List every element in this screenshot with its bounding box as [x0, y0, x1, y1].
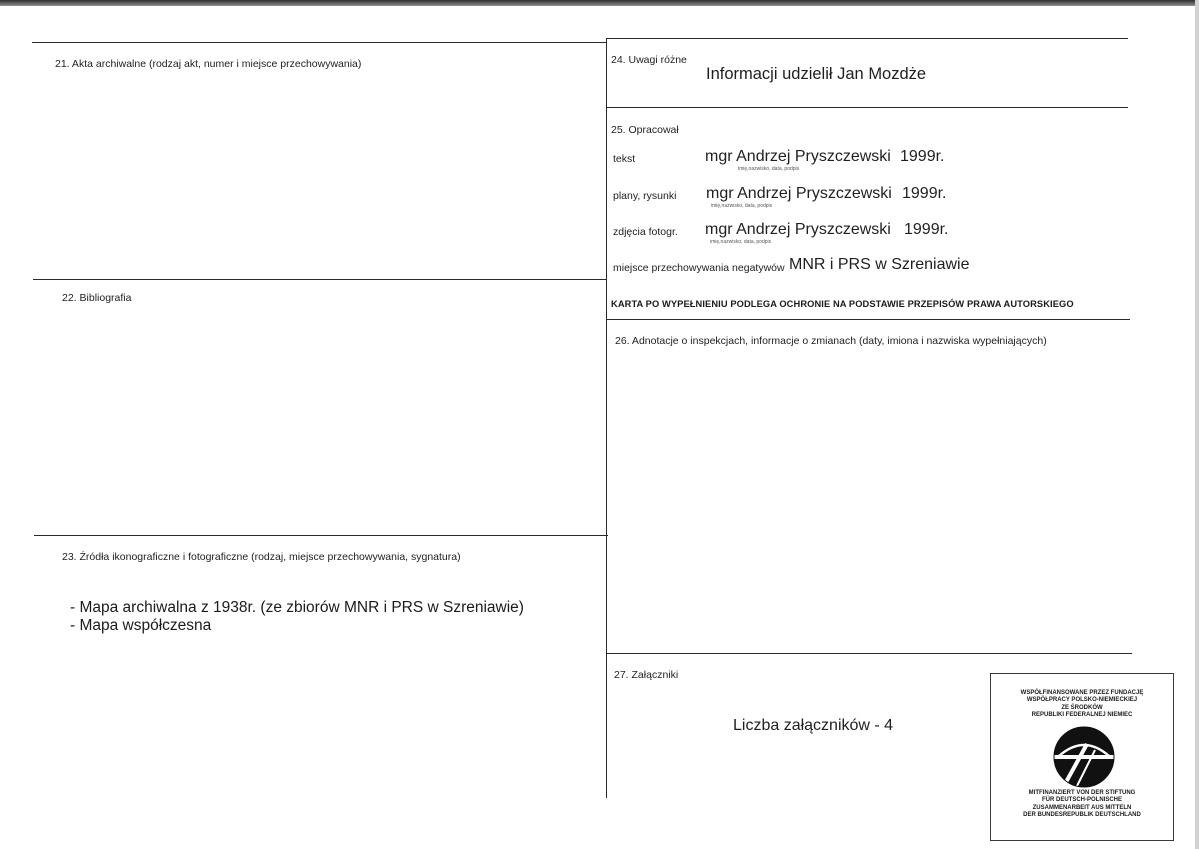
negatives-value: MNR i PRS w Szreniawie [789, 256, 970, 273]
stamp-line: FÜR DEUTSCH-POLNISCHE [1041, 797, 1122, 804]
stamp-line: MITFINANZIERT VON DER STIFTUNG [1028, 790, 1136, 796]
stamp-top-text [991, 690, 1173, 720]
copyright-notice: KARTA PO WYPEŁNIENIU PODLEGA OCHRONIE NA PODSTAWIE PRZEPISÓW PRAWA AUTORSKIEGO [611, 299, 1074, 309]
stamp-line: DER BUNDESREPUBLIK DEUTSCHLAND [1023, 812, 1141, 819]
stamp-line: ZE ŚRODKÓW [1061, 704, 1103, 711]
row-plans-label: plany, rysunki [613, 190, 677, 202]
row-plans-year: 1999r. [902, 185, 947, 202]
rule-right-2 [606, 319, 1130, 320]
row-text-name: mgr Andrzej Pryszczewski [705, 148, 891, 165]
stamp-line: REPUBLIKI FEDERALNEJ NIEMIEC [1031, 712, 1133, 719]
section-27-value: Liczba załączników - 4 [733, 717, 894, 734]
scan-right-edge [1195, 0, 1199, 849]
rule-center-vertical [606, 38, 607, 798]
stamp-line: WSPÓŁPRACY POLSKO-NIEMIECKIEJ [1026, 697, 1138, 704]
funding-stamp [990, 673, 1174, 841]
scan-top-edge [0, 0, 1199, 6]
row-text-year: 1999r. [900, 148, 945, 165]
row-photos-year: 1999r. [904, 221, 949, 238]
section-25-label: 25. Opracował [611, 124, 679, 136]
section-23-list [70, 599, 524, 635]
section-24-label: 24. Uwagi różne [611, 54, 687, 66]
row-text-label: tekst [613, 153, 636, 165]
rule-top-right [606, 38, 1128, 39]
section-23-label: 23. Źródła ikonograficzne i fotograficzne (rodzaj, miejsce przechowywania, sygnatura) [62, 551, 461, 563]
rule-top-left [32, 42, 606, 43]
row-photos-name: mgr Andrzej Pryszczewski [705, 221, 891, 238]
rule-right-1 [606, 107, 1128, 108]
section-26-label: 26. Adnotacje o inspekcjach, informacje o zmianach (daty, imiona i nazwiska wypełniających) [615, 335, 1047, 347]
stamp-line: WSPÓŁFINANSOWANE PRZEZ FUNDACJĘ [1020, 690, 1144, 696]
list-item: - Mapa współczesna [70, 617, 524, 635]
rule-left-2 [34, 535, 608, 536]
list-item: - Mapa archiwalna z 1938r. (ze zbiorów MNR i PRS w Szreniawie) [70, 599, 524, 617]
rule-right-3 [607, 653, 1132, 654]
row-plans-name: mgr Andrzej Pryszczewski [706, 185, 892, 202]
rule-left-1 [33, 279, 607, 280]
section-27-label: 27. Załączniki [614, 669, 679, 681]
stamp-bottom-text [991, 790, 1173, 820]
row-plans-hint: imię,nazwisko, data, podpis [711, 203, 773, 209]
foundation-logo-icon [1053, 726, 1115, 788]
section-22-label: 22. Bibliografia [62, 292, 132, 304]
negatives-label: miejsce przechowywania negatywów [613, 262, 785, 274]
row-text-hint: imię,nazwisko, data, podpis [738, 166, 800, 172]
stamp-line: ZUSAMMENARBEIT AUS MITTELN [1032, 804, 1132, 811]
section-24-value: Informacji udzielił Jan Mozdże [706, 65, 927, 83]
row-photos-label: zdjęcia fotogr. [613, 226, 678, 238]
row-photos-hint: imię,nazwisko, data, podpis [710, 239, 772, 245]
section-21-label: 21. Akta archiwalne (rodzaj akt, numer i miejsce przechowywania) [55, 58, 362, 70]
